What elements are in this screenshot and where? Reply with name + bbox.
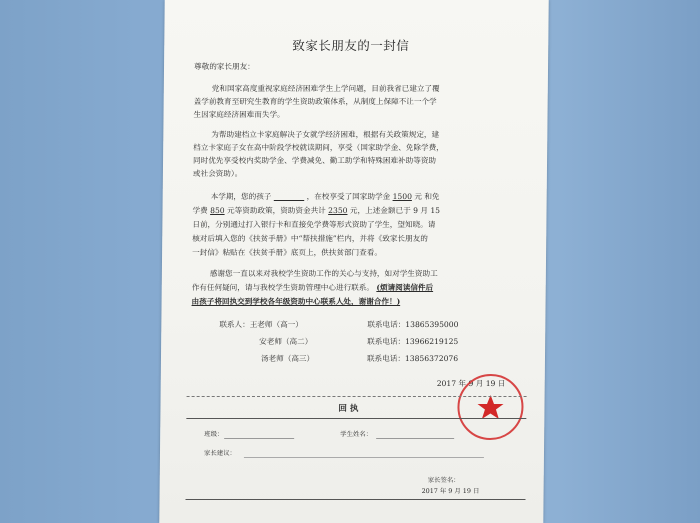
text-fragment: 元等资助政策，资助资金共计 [227, 206, 326, 215]
greeting: 尊敬的家长朋友： [193, 62, 255, 71]
text-line [192, 283, 434, 292]
text-line: 盖学前教育至研究生教育的学生资助政策体系，从制度上保障不让一个学 [193, 97, 437, 106]
text-fragment: 元，上述金额已于 9 月 15 [349, 206, 441, 215]
text-fragment: 元 和免 [414, 192, 440, 201]
seal-graphic [459, 376, 522, 438]
text-line [211, 192, 440, 201]
parent-signature-label: 家长签名： [427, 476, 460, 484]
receipt-date: 2017 年 9 月 19 日 [421, 487, 480, 495]
receipt-top-rule [186, 418, 526, 419]
tuition-amount: 850 [210, 206, 225, 215]
contact-phone: 联系电话：13865395000 [367, 320, 459, 329]
contact-phone: 联系电话：13856372076 [366, 354, 459, 363]
text-line: 为帮助建档立卡家庭解决子女就学经济困难，根据有关政策规定，建 [211, 130, 440, 139]
text-line: 同时优先享受校内奖助学金、学费减免、勤工助学和特殊困难补助等资助 [193, 156, 437, 165]
text-fragment: 本学期，您的孩子 [210, 192, 272, 201]
contact-name: 联系人：王老师（高一） [219, 320, 303, 329]
text-line: 感谢您一直以来对我校学生资助工作的关心与支持，如对学生资助工 [209, 269, 438, 278]
cut-line [187, 396, 527, 397]
receipt-bottom-rule [186, 499, 526, 500]
text-line: 一封信》粘贴在《扶贫手册》底页上，供扶贫部门查看。 [192, 248, 382, 257]
letter-date: 2017 年 9 月 19 日 [436, 379, 506, 388]
text-line: 日前，分别通过打入银行卡和直接免学费等形式资助了学生，望知晓。请 [192, 220, 436, 229]
official-seal [457, 374, 524, 440]
contact-name: 安老师（高二） [259, 337, 313, 346]
contact-phone: 联系电话：13966219125 [367, 337, 459, 346]
class-label: 班级： [204, 430, 224, 438]
letter-title: 致家长朋友的一封信 [292, 38, 410, 53]
letter-paper [159, 0, 548, 523]
receipt-title: 回 执 [338, 404, 359, 414]
text-fragment: 作有任何疑问，请与我校学生资助管理中心进行联系。 [191, 283, 375, 292]
child-name-blank: ________ [273, 192, 305, 201]
text-fragment: ，在校享受了国家助学金 [306, 192, 391, 201]
text-line: 生因家庭经济困难而失学。 [193, 110, 285, 119]
text-line [192, 206, 440, 215]
contact-name: 汤老师（高三） [260, 354, 315, 363]
grant-amount: 1500 [392, 192, 412, 201]
student-name-label: 学生姓名： [340, 430, 373, 438]
emphasis-line: 由孩子将回执交到学校各年级资助中心联系人处，谢谢合作！) [191, 297, 401, 306]
total-amount: 2350 [328, 206, 348, 215]
text-line: 党和国家高度重视家庭经济困难学生上学问题，目前我省已建立了覆 [211, 84, 440, 93]
student-name-blank[interactable] [376, 438, 454, 439]
emphasis-text: (烦请阅读信件后 [376, 283, 434, 292]
text-line: 核对后填入您的《扶贫手册》中“帮扶措施”栏内，并将《致家长朋友的 [192, 234, 428, 243]
suggestion-blank[interactable] [244, 457, 484, 458]
suggestion-label: 家长建议： [203, 449, 236, 457]
text-line: 档立卡家庭子女在高中阶段学校就读期间，享受（国家助学金、免除学费， [193, 143, 444, 152]
text-fragment: 学费 [192, 206, 208, 215]
class-blank[interactable] [224, 438, 294, 439]
text-line: 或社会资助）。 [192, 169, 243, 178]
star-icon [477, 395, 503, 419]
